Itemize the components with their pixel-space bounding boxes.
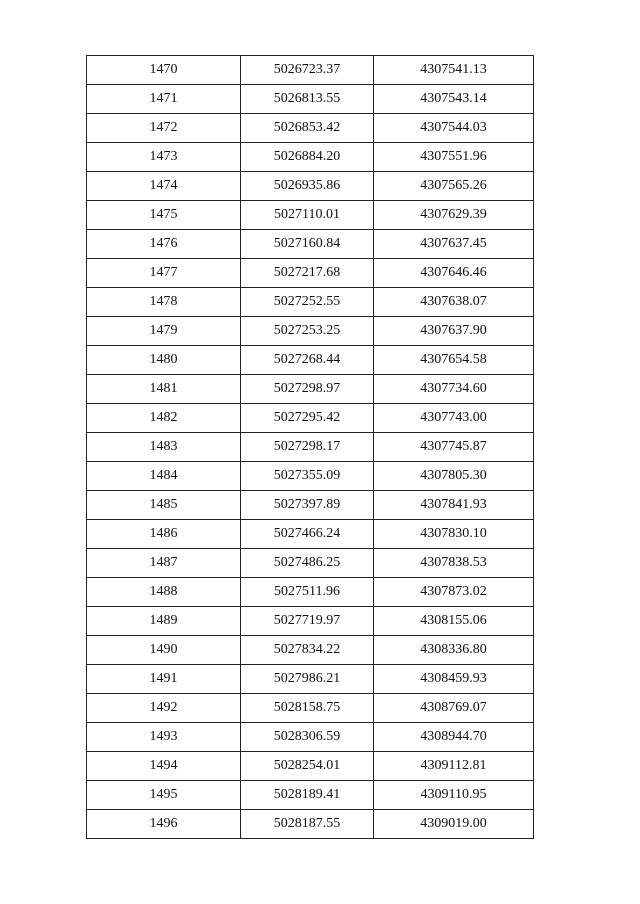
y-coordinate-cell: 4307734.60 [374,375,534,404]
coordinates-table [86,55,534,839]
table-row [87,317,534,346]
y-coordinate-cell: 4307637.45 [374,230,534,259]
table-row [87,723,534,752]
x-coordinate-cell: 5027511.96 [241,578,374,607]
y-coordinate-cell: 4309112.81 [374,752,534,781]
y-coordinate-cell: 4307743.00 [374,404,534,433]
x-coordinate-cell: 5027252.55 [241,288,374,317]
y-coordinate-cell: 4307543.14 [374,85,534,114]
point-number-cell: 1495 [87,781,241,810]
x-coordinate-cell: 5027110.01 [241,201,374,230]
y-coordinate-cell: 4307551.96 [374,143,534,172]
y-coordinate-cell: 4308769.07 [374,694,534,723]
coordinates-table-body [87,56,534,839]
y-coordinate-cell: 4308944.70 [374,723,534,752]
y-coordinate-cell: 4307638.07 [374,288,534,317]
x-coordinate-cell: 5027298.97 [241,375,374,404]
table-row [87,549,534,578]
point-number-cell: 1493 [87,723,241,752]
y-coordinate-cell: 4307873.02 [374,578,534,607]
y-coordinate-cell: 4307541.13 [374,56,534,85]
x-coordinate-cell: 5026813.55 [241,85,374,114]
point-number-cell: 1474 [87,172,241,201]
point-number-cell: 1482 [87,404,241,433]
x-coordinate-cell: 5027834.22 [241,636,374,665]
y-coordinate-cell: 4307805.30 [374,462,534,491]
y-coordinate-cell: 4308336.80 [374,636,534,665]
table-row [87,636,534,665]
point-number-cell: 1484 [87,462,241,491]
y-coordinate-cell: 4309110.95 [374,781,534,810]
table-row [87,462,534,491]
x-coordinate-cell: 5028187.55 [241,810,374,839]
x-coordinate-cell: 5026853.42 [241,114,374,143]
x-coordinate-cell: 5028306.59 [241,723,374,752]
point-number-cell: 1496 [87,810,241,839]
point-number-cell: 1488 [87,578,241,607]
x-coordinate-cell: 5028254.01 [241,752,374,781]
table-row [87,230,534,259]
table-row [87,172,534,201]
x-coordinate-cell: 5027268.44 [241,346,374,375]
table-row [87,375,534,404]
table-row [87,520,534,549]
x-coordinate-cell: 5026935.86 [241,172,374,201]
table-row [87,665,534,694]
x-coordinate-cell: 5027298.17 [241,433,374,462]
table-row [87,578,534,607]
y-coordinate-cell: 4307745.87 [374,433,534,462]
table-row [87,259,534,288]
point-number-cell: 1481 [87,375,241,404]
table-row [87,810,534,839]
table-row [87,752,534,781]
point-number-cell: 1479 [87,317,241,346]
point-number-cell: 1478 [87,288,241,317]
y-coordinate-cell: 4308155.06 [374,607,534,636]
x-coordinate-cell: 5027355.09 [241,462,374,491]
table-row [87,201,534,230]
point-number-cell: 1486 [87,520,241,549]
y-coordinate-cell: 4309019.00 [374,810,534,839]
table-row [87,114,534,143]
y-coordinate-cell: 4307654.58 [374,346,534,375]
y-coordinate-cell: 4307544.03 [374,114,534,143]
table-row [87,404,534,433]
point-number-cell: 1472 [87,114,241,143]
y-coordinate-cell: 4307565.26 [374,172,534,201]
x-coordinate-cell: 5028189.41 [241,781,374,810]
point-number-cell: 1476 [87,230,241,259]
x-coordinate-cell: 5026884.20 [241,143,374,172]
x-coordinate-cell: 5028158.75 [241,694,374,723]
x-coordinate-cell: 5026723.37 [241,56,374,85]
point-number-cell: 1470 [87,56,241,85]
point-number-cell: 1492 [87,694,241,723]
table-row [87,781,534,810]
y-coordinate-cell: 4307637.90 [374,317,534,346]
table-row [87,288,534,317]
point-number-cell: 1483 [87,433,241,462]
y-coordinate-cell: 4307841.93 [374,491,534,520]
point-number-cell: 1487 [87,549,241,578]
point-number-cell: 1471 [87,85,241,114]
table-row [87,143,534,172]
table-row [87,607,534,636]
table-row [87,694,534,723]
point-number-cell: 1480 [87,346,241,375]
x-coordinate-cell: 5027486.25 [241,549,374,578]
table-row [87,433,534,462]
x-coordinate-cell: 5027160.84 [241,230,374,259]
point-number-cell: 1494 [87,752,241,781]
point-number-cell: 1491 [87,665,241,694]
x-coordinate-cell: 5027217.68 [241,259,374,288]
y-coordinate-cell: 4308459.93 [374,665,534,694]
point-number-cell: 1489 [87,607,241,636]
y-coordinate-cell: 4307629.39 [374,201,534,230]
point-number-cell: 1477 [87,259,241,288]
table-row [87,346,534,375]
table-row [87,491,534,520]
y-coordinate-cell: 4307646.46 [374,259,534,288]
point-number-cell: 1473 [87,143,241,172]
x-coordinate-cell: 5027253.25 [241,317,374,346]
point-number-cell: 1485 [87,491,241,520]
x-coordinate-cell: 5027719.97 [241,607,374,636]
table-row [87,85,534,114]
x-coordinate-cell: 5027397.89 [241,491,374,520]
y-coordinate-cell: 4307838.53 [374,549,534,578]
point-number-cell: 1475 [87,201,241,230]
point-number-cell: 1490 [87,636,241,665]
x-coordinate-cell: 5027295.42 [241,404,374,433]
y-coordinate-cell: 4307830.10 [374,520,534,549]
x-coordinate-cell: 5027466.24 [241,520,374,549]
table-row [87,56,534,85]
x-coordinate-cell: 5027986.21 [241,665,374,694]
